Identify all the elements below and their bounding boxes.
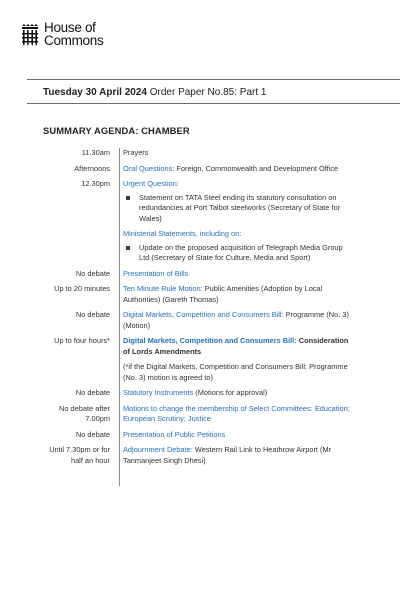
agenda-time: No debate <box>75 310 110 319</box>
header-bottom-rule <box>27 103 400 104</box>
agenda-time: 11.30am <box>81 148 110 157</box>
agenda-item <box>123 269 353 280</box>
agenda-item-text: Consideration of Lords Amendments <box>123 336 349 356</box>
logo-line-2: Commons <box>44 32 104 48</box>
agenda-item-text: (Motions for approval) <box>193 388 268 397</box>
agenda-row-oral-questions <box>0 164 400 175</box>
bullet-text: Update on the proposed acquisition of Telegraph Media Group Ltd (Secretary of State for Culture, Media and Sport) <box>139 242 343 262</box>
agenda-item <box>123 179 353 224</box>
order-paper-number: Order Paper No.85: Part 1 <box>146 87 267 98</box>
agenda-time: No debate <box>75 268 110 278</box>
public-petitions-link[interactable]: Presentation of Public Petitions <box>123 429 226 439</box>
agenda-time <box>0 362 114 383</box>
agenda-item-text: Programme (No. 3) (Motion) <box>123 310 349 330</box>
agenda-row-prayers <box>0 148 400 159</box>
agenda-time-line-1: Until 7.30pm or for <box>49 445 110 454</box>
agenda-row-presentation-of-bills <box>0 269 400 280</box>
agenda-time: Afternoons <box>74 163 110 173</box>
statutory-instruments-link[interactable]: Statutory Instruments <box>123 388 194 397</box>
bullet-item <box>123 193 353 225</box>
agenda-time <box>0 229 114 264</box>
agenda-time: Up to four hours* <box>54 336 110 345</box>
agenda-row-statutory-instruments <box>0 388 400 399</box>
agenda-item <box>123 430 353 441</box>
dmcc-bill-programme-link[interactable]: Digital Markets, Competition and Consumers Bill: <box>123 310 284 319</box>
oral-questions-link[interactable]: Oral Questions: <box>123 163 175 173</box>
agenda-row-ten-minute-rule <box>0 284 400 305</box>
dmcc-bill-lords-link[interactable]: Digital Markets, Competition and Consumers Bill: <box>123 336 297 345</box>
bullet-item <box>123 243 353 264</box>
agenda-footnote: (*if the Digital Markets, Competition and Consumers Bill: Programme (No. 3) motion is agreed to) <box>123 362 348 382</box>
header-top-rule <box>27 79 400 80</box>
agenda-item: Prayers <box>123 148 149 157</box>
house-of-commons-logo <box>20 22 103 47</box>
agenda-time: Up to 20 minutes <box>54 284 110 293</box>
agenda-item <box>123 445 353 466</box>
agenda-time: No debate <box>75 388 110 397</box>
adjournment-debate-link[interactable]: Adjournment Debate: <box>123 445 193 454</box>
agenda-item-text: Public Amenities (Adoption by Local Authorities) (Gareth Thomas) <box>123 284 323 304</box>
agenda-time: No debate <box>75 429 110 439</box>
ministerial-statements-link[interactable]: Ministerial Statements, including on: <box>123 229 242 238</box>
presentation-of-bills-link[interactable]: Presentation of Bills <box>123 268 189 278</box>
agenda-item <box>123 388 353 399</box>
agenda-row-public-petitions <box>0 430 400 441</box>
agenda-row-footnote <box>0 362 400 383</box>
select-committees-link[interactable]: Motions to change the membership of Select Committees: Education; European Scrutiny; Justice <box>123 403 350 423</box>
agenda-time-line-1: No debate after <box>59 403 110 413</box>
agenda-row-adjournment-debate <box>0 445 400 466</box>
agenda-row-programme-motion <box>0 310 400 331</box>
portcullis-icon <box>20 23 40 47</box>
bullet-text: Statement on TATA Steel ending its statutory consultation on redundancies at Port Talbot steelworks (Secretary of State for Wales) <box>139 192 341 223</box>
logo-text <box>44 22 103 47</box>
summary-agenda <box>0 148 400 471</box>
ten-minute-rule-link[interactable]: Ten Minute Rule Motion: <box>123 284 203 293</box>
agenda-time-line-2: half an hour <box>70 455 110 465</box>
agenda-time <box>0 445 114 466</box>
agenda-time <box>0 404 114 425</box>
sitting-date: Tuesday 30 April 2024 <box>43 87 147 98</box>
agenda-time: 12.30pm <box>81 179 110 188</box>
agenda-row-lords-amendments <box>0 336 400 357</box>
agenda-item <box>123 310 353 331</box>
agenda-row-urgent-question <box>0 179 400 224</box>
agenda-item-text: Western Rail Link to Heathrow Airport (Mr Tanmanjeet Singh Dhesi) <box>123 445 332 465</box>
agenda-item <box>123 404 353 425</box>
agenda-row-ministerial-statements <box>0 229 400 264</box>
bullet-icon <box>126 246 130 250</box>
agenda-item-text: Foreign, Commonwealth and Development Office <box>174 163 339 173</box>
agenda-item <box>123 229 353 264</box>
agenda-item <box>123 284 353 305</box>
bullet-icon <box>126 196 130 200</box>
section-heading: SUMMARY AGENDA: CHAMBER <box>43 125 190 136</box>
logo-line-1: House of <box>44 20 96 35</box>
agenda-item <box>123 336 353 357</box>
agenda-row-select-committees <box>0 404 400 425</box>
urgent-question-link[interactable]: Urgent Question: <box>123 179 179 188</box>
agenda-item <box>123 164 353 175</box>
order-paper-title <box>43 87 266 98</box>
agenda-time-line-2: 7.00pm <box>85 414 110 423</box>
